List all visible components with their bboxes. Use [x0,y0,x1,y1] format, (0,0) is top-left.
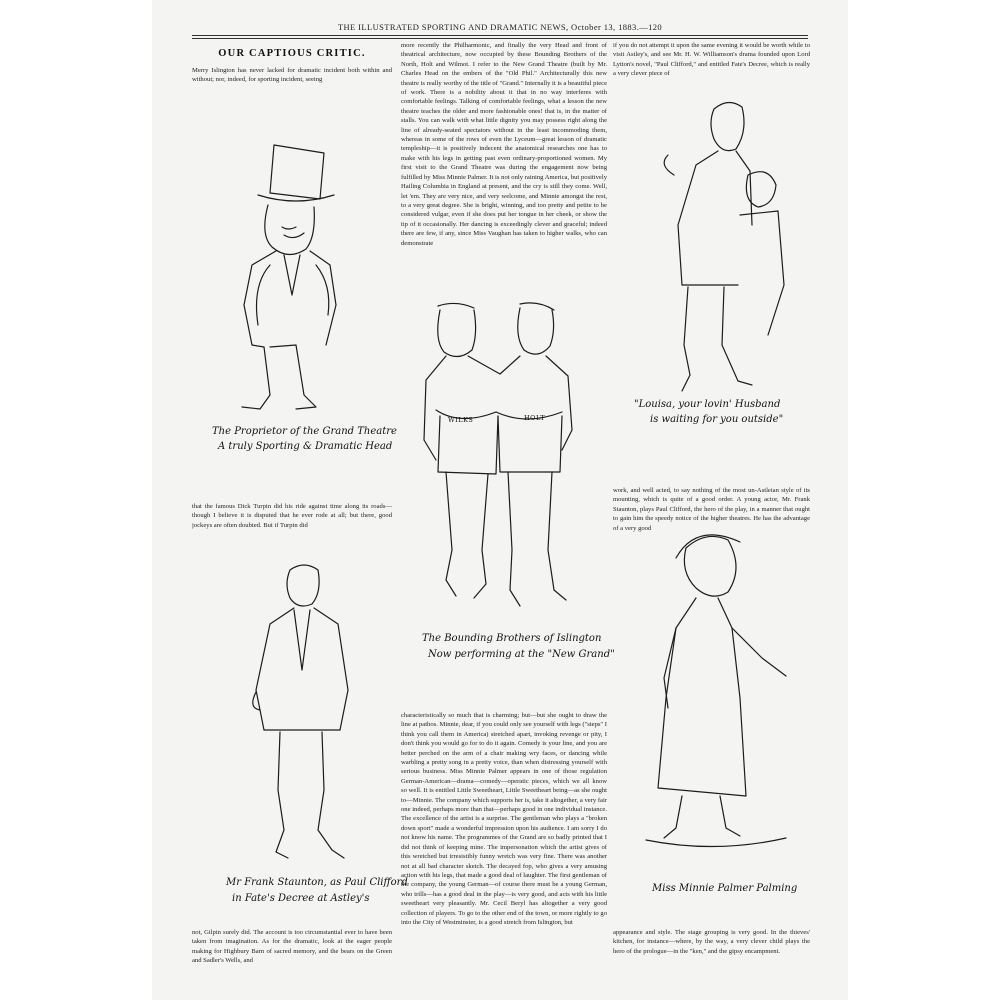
laughing-man-illustration [628,95,788,395]
staunton-illustration [240,560,380,870]
text-col3-bottom: appearance and style. The stage grouping is very good. In the thieves' kitchen, for instance—where, by the way, a very clever child plays the hero of the prologue—in the "ken," and the gipsy encampment. [613,929,810,955]
text-col3-top: if you do not attempt it upon the same evening it would be worth while to visit Astley's, and see Mr. H. W. Williamson's drama founded upon Lord Lytton's novel, "Paul Clifford," and entitled Fate's Decree, which is really a very clever piece of [613,42,810,78]
proprietor-caption-1: The Proprietor of the Grand Theatre [212,426,397,437]
louisa-caption-1: "Louisa, your lovin' Husband [634,399,781,410]
minnie-caption: Miss Minnie Palmer Palming [652,883,798,894]
page-header: THE ILLUSTRATED SPORTING AND DRAMATIC NEWS, October 13, 1883.—120 [337,22,663,32]
proprietor-caption-2: A truly Sporting & Dramatic Head [218,441,393,452]
brothers-caption-1: The Bounding Brothers of Islington [422,633,602,644]
minnie-palmer-illustration [636,528,806,858]
brothers-caption-2: Now performing at the "New Grand" [428,649,615,660]
staunton-caption-2: in Fate's Decree at Astley's [232,893,370,904]
trunk-label-right: HOLT [524,414,546,422]
text-col1-bottom: not, Gilpin surely did. The account is too circumstantial ever to have been taken from imagination. As for the dramatic, look at the eager people making for Highbury Barn of sacred memory, and the bears on the Green and Sadler's Wells, and [192,929,392,965]
bounding-brothers-illustration [416,300,586,620]
text-col2-bottom: characteristically so much that is charming; but—but she ought to draw the line at pathos. Minnie, dear, if you could only see yourself with legs ("steps" I think you call them in America) stretched apart, invoking revenge or pity, I don't think you would go for to do it again. Comedy is your line, and you are better perched on the arm of a chair making wry faces, or dancing while warbling a pretty song in a pretty voice, than when distressing yourself with serious business. Miss Minnie Palmer appears in one of those regulation German-American—drama—comedy—operatic pieces, which we all know so well. It is entitled Little Sweetheart, Little Sweetheart being—as she ought to—Minnie. The company which supports her is, take it altogether, a very fair one indeed, perhaps more than that—perhaps good in one individual instance. The excellence of the artist is a surprise. The gentleman who plays a "broken down sport" made a wonderful impression upon his audience. I am sorry I do not know his name. The programmes of the Grand are so badly printed that I did not think of keeping mine. The impersonation which the artist gives of this wretched but irresistibly funny wretch was very fine. There was another not at all bad character sketch. The decayed fop, who gives a very amusing action with his legs, that made a good deal of laughter. The first gentleman of the company, the young German—of course there must be a young German, who trills—has a good deal in the play—is very good, and acts with his little sweetheart very pleasantly. Mr. Cecil Beryl has altogether a very good collection of players. To go to the other end of the town, or more rightly to go into the City of Westminster, is a good stretch from Islington, but [401,712,607,926]
article-title: OUR CAPTIOUS CRITIC. [218,48,366,59]
header-rule [192,35,808,36]
text-col2-top: more recently the Philharmonic, and finally the very Head and front of theatrical architecture, now occupied by these Bounding Brothers of the North, Holt and Wilmot. I refer to the New Grand Theatre (built by Mr. Charles Head on the embers of the "Old Phil." Architecturally this new theatre is really worthy of the title of "Grand." Internally it is a beautiful piece of work. There is a nobility about it that in no way interferes with comfortable feelings. Talking of comfortable feelings, what a lesson the new theatre teaches the older and more fashionable ones! that is, in the matter of stalls. You can walk with what little dignity you may possess right along the line of already-seated spectators without in the least incommoding them, whereas in some of the rows of even the Lyceum—great lesson of dramatic templeship—it is positively indecent the anatomical researches one has to make with his legs in getting past even ordinary-proportioned women. My first visit to the Grand Theatre was during the engagement now being fulfilled by Miss Minnie Palmer. It is not only raining America, but positively Hailing Columbia in England at present, and the cry is still they come. Well, let 'em. They are very nice, and very welcome, and Minnie amongst the rest, to a very great degree. She is bright, winning, and too pretty and petite to be considered vulgar, even if she does put her tongue in her cheek, or show the tip of it occasionally. Her dancing is exceedingly clever and graceful; indeed there are few, if any, since Miss Vaughan has taken to higher walks, who can demonstrate [401,42,607,247]
newspaper-page [152,0,848,1000]
text-col1-mid: that the famous Dick Turpin did his ride against time along its roads—though I believe it is disputed that he ever rode at all; but there, good jockeys are often doubted. But if Turpin did [192,503,392,529]
proprietor-illustration [212,115,362,415]
louisa-caption-2: is waiting for you outside" [650,414,784,425]
text-col3-mid: work, and well acted, to say nothing of the most un-Astleian style of its mounting, which is quite of a good order. A young actor, Mr. Frank Staunton, plays Paul Clifford, the hero of the play, in a manner that ought to gain him the speedy notice of the higher theatres. He has the advantage of a very good [613,487,810,532]
staunton-caption-1: Mr Frank Staunton, as Paul Clifford [226,877,408,888]
text-col1-top: Merry Islington has never lacked for dramatic incident both within and without; nor, indeed, for sporting incident, seeing [192,67,392,84]
header-rule-double [192,38,808,39]
trunk-label-left: WILKS [448,416,474,424]
